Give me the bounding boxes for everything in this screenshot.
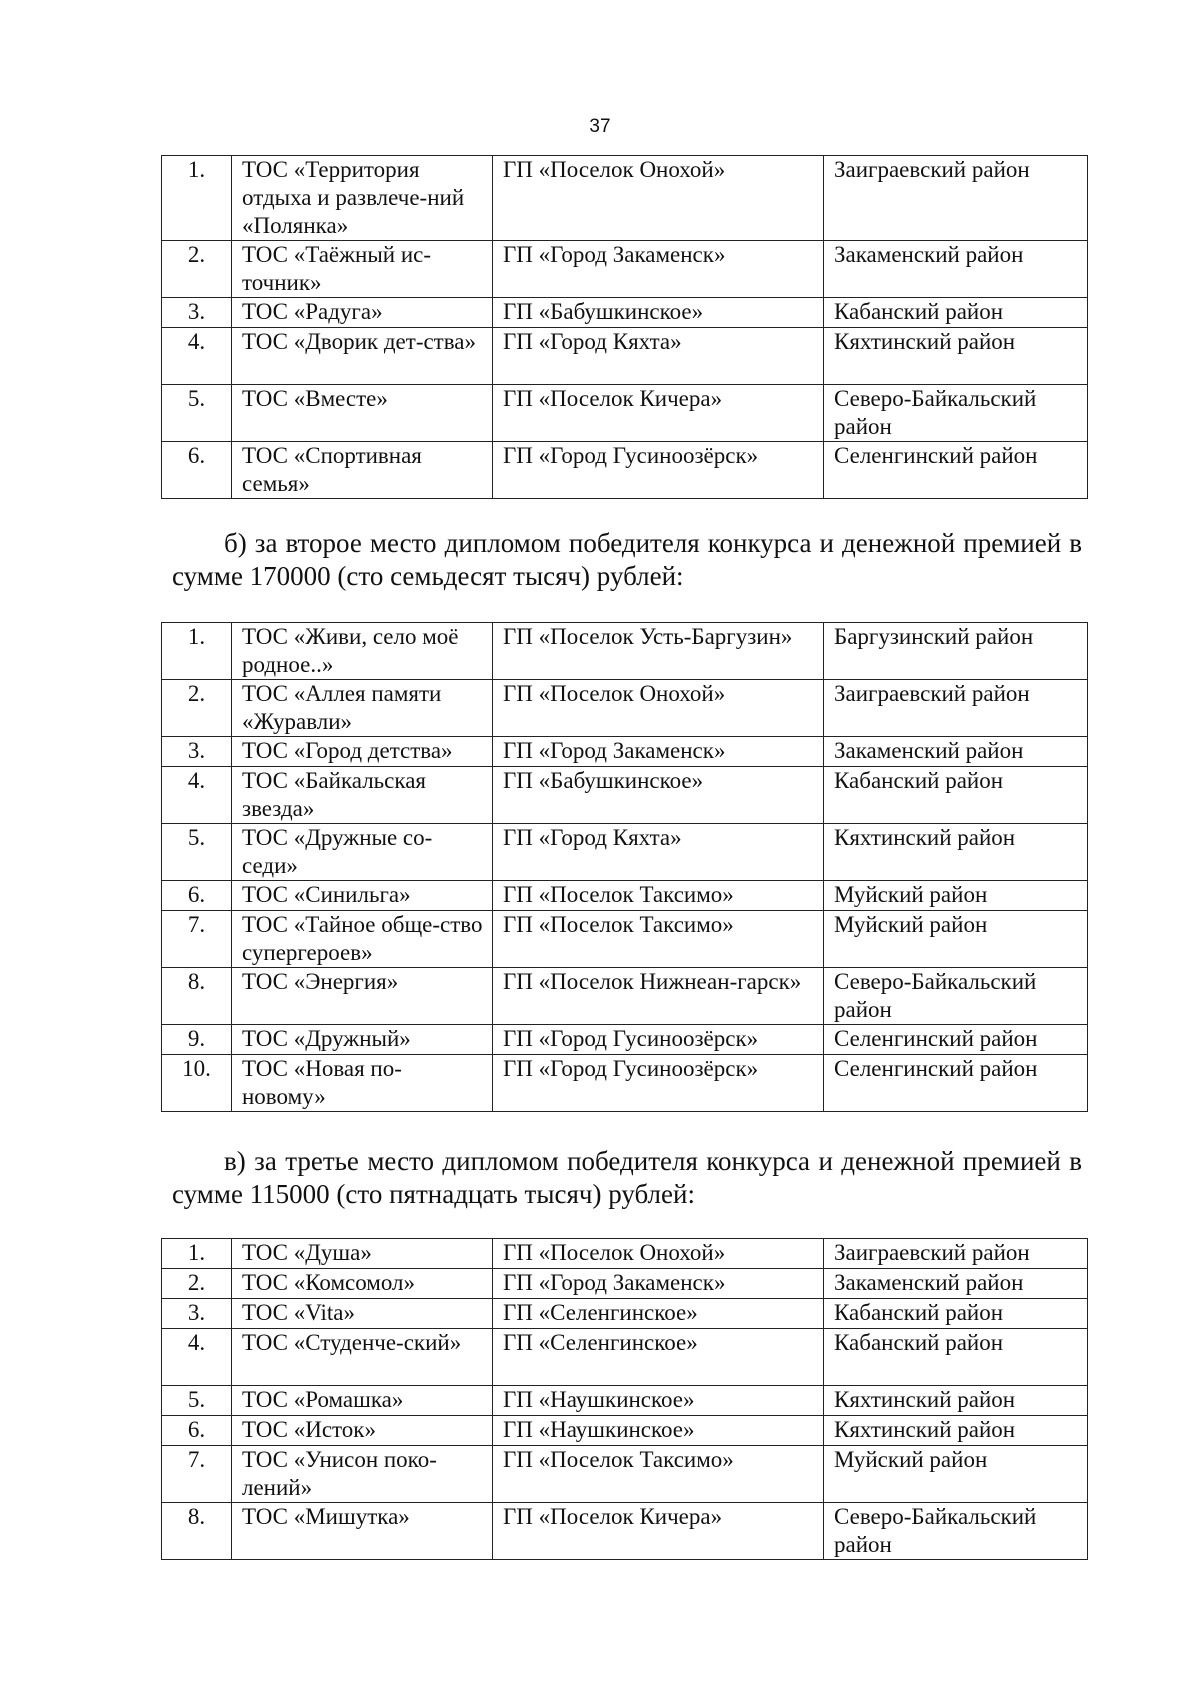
tos-name: ТОС «Энергия» bbox=[232, 968, 493, 1025]
tos-name: ТОС «Радуга» bbox=[232, 298, 493, 328]
table-row bbox=[162, 156, 1088, 241]
tos-name: ТОС «Байкальская звезда» bbox=[232, 767, 493, 824]
district-name: Муйский район bbox=[824, 911, 1088, 968]
paragraph-third-place bbox=[172, 1145, 1082, 1211]
settlement-name: ГП «Поселок Онохой» bbox=[493, 1239, 824, 1269]
row-number: 4. bbox=[162, 1329, 232, 1386]
tos-name: ТОС «Новая по-новому» bbox=[232, 1055, 493, 1112]
table-row bbox=[162, 911, 1088, 968]
district-name: Кабанский район bbox=[824, 298, 1088, 328]
settlement-name: ГП «Наушкинское» bbox=[493, 1416, 824, 1446]
table-row bbox=[162, 767, 1088, 824]
district-name: Кяхтинский район bbox=[824, 328, 1088, 385]
tos-name: ТОС «Тайное обще-ство супергероев» bbox=[232, 911, 493, 968]
tos-name: ТОС «Душа» bbox=[232, 1239, 493, 1269]
row-number: 3. bbox=[162, 298, 232, 328]
row-number: 10. bbox=[162, 1055, 232, 1112]
paragraph-text: в) за третье место дипломом победителя конкурса и денежной премией в сумме 115000 (сто пятнадцать тысяч) рублей: bbox=[172, 1146, 1082, 1209]
district-name: Кабанский район bbox=[824, 1299, 1088, 1329]
settlement-name: ГП «Наушкинское» bbox=[493, 1386, 824, 1416]
settlement-name: ГП «Поселок Таксимо» bbox=[493, 1446, 824, 1503]
district-name: Селенгинский район bbox=[824, 1025, 1088, 1055]
tos-name: ТОС «Vita» bbox=[232, 1299, 493, 1329]
table-row bbox=[162, 1239, 1088, 1269]
table-row bbox=[162, 1386, 1088, 1416]
row-number: 6. bbox=[162, 1416, 232, 1446]
district-name: Заиграевский район bbox=[824, 680, 1088, 737]
tos-name: ТОС «Спортивная семья» bbox=[232, 442, 493, 499]
table-row bbox=[162, 1269, 1088, 1299]
settlement-name: ГП «Город Закаменск» bbox=[493, 1269, 824, 1299]
row-number: 2. bbox=[162, 1269, 232, 1299]
winners-table-first-place bbox=[161, 155, 1088, 499]
table-row bbox=[162, 1416, 1088, 1446]
table-row bbox=[162, 1299, 1088, 1329]
row-number: 4. bbox=[162, 328, 232, 385]
row-number: 5. bbox=[162, 824, 232, 881]
settlement-name: ГП «Город Кяхта» bbox=[493, 824, 824, 881]
tos-name: ТОС «Таёжный ис-точник» bbox=[232, 241, 493, 298]
tos-name: ТОС «Комсомол» bbox=[232, 1269, 493, 1299]
table-row bbox=[162, 623, 1088, 680]
winners-table-third-place bbox=[161, 1238, 1088, 1560]
district-name: Муйский район bbox=[824, 1446, 1088, 1503]
row-number: 7. bbox=[162, 1446, 232, 1503]
tos-name: ТОС «Синильга» bbox=[232, 881, 493, 911]
tos-name: ТОС «Город детства» bbox=[232, 737, 493, 767]
tos-name: ТОС «Унисон поко-лений» bbox=[232, 1446, 493, 1503]
row-number: 4. bbox=[162, 767, 232, 824]
row-number: 2. bbox=[162, 241, 232, 298]
district-name: Заиграевский район bbox=[824, 156, 1088, 241]
table-row bbox=[162, 1329, 1088, 1386]
district-name: Северо-Байкальский район bbox=[824, 968, 1088, 1025]
district-name: Муйский район bbox=[824, 881, 1088, 911]
table-row bbox=[162, 968, 1088, 1025]
settlement-name: ГП «Город Гусиноозёрск» bbox=[493, 442, 824, 499]
row-number: 1. bbox=[162, 1239, 232, 1269]
district-name: Северо-Байкальский район bbox=[824, 385, 1088, 442]
district-name: Закаменский район bbox=[824, 241, 1088, 298]
settlement-name: ГП «Селенгинское» bbox=[493, 1329, 824, 1386]
district-name: Селенгинский район bbox=[824, 442, 1088, 499]
table-row bbox=[162, 737, 1088, 767]
district-name: Селенгинский район bbox=[824, 1055, 1088, 1112]
tos-name: ТОС «Территория отдыха и развлече-ний «Полянка» bbox=[232, 156, 493, 241]
row-number: 8. bbox=[162, 968, 232, 1025]
row-number: 1. bbox=[162, 156, 232, 241]
tos-name: ТОС «Аллея памяти «Журавли» bbox=[232, 680, 493, 737]
district-name: Закаменский район bbox=[824, 1269, 1088, 1299]
settlement-name: ГП «Бабушкинское» bbox=[493, 298, 824, 328]
settlement-name: ГП «Поселок Кичера» bbox=[493, 385, 824, 442]
settlement-name: ГП «Город Гусиноозёрск» bbox=[493, 1025, 824, 1055]
district-name: Северо-Байкальский район bbox=[824, 1503, 1088, 1560]
settlement-name: ГП «Поселок Усть-Баргузин» bbox=[493, 623, 824, 680]
settlement-name: ГП «Поселок Таксимо» bbox=[493, 911, 824, 968]
district-name: Кяхтинский район bbox=[824, 1416, 1088, 1446]
tos-name: ТОС «Мишутка» bbox=[232, 1503, 493, 1560]
table-row bbox=[162, 824, 1088, 881]
table-row bbox=[162, 1446, 1088, 1503]
tos-name: ТОС «Ромашка» bbox=[232, 1386, 493, 1416]
table-row bbox=[162, 680, 1088, 737]
table-row bbox=[162, 442, 1088, 499]
district-name: Кабанский район bbox=[824, 767, 1088, 824]
row-number: 6. bbox=[162, 442, 232, 499]
table-row bbox=[162, 1025, 1088, 1055]
district-name: Кяхтинский район bbox=[824, 1386, 1088, 1416]
settlement-name: ГП «Город Закаменск» bbox=[493, 737, 824, 767]
settlement-name: ГП «Селенгинское» bbox=[493, 1299, 824, 1329]
tos-name: ТОС «Студенче-ский» bbox=[232, 1329, 493, 1386]
row-number: 1. bbox=[162, 623, 232, 680]
table-row bbox=[162, 1055, 1088, 1112]
tos-name: ТОС «Дворик дет-ства» bbox=[232, 328, 493, 385]
district-name: Закаменский район bbox=[824, 737, 1088, 767]
row-number: 2. bbox=[162, 680, 232, 737]
tos-name: ТОС «Живи, село моё родное..» bbox=[232, 623, 493, 680]
table-row bbox=[162, 241, 1088, 298]
table-row bbox=[162, 385, 1088, 442]
district-name: Кяхтинский район bbox=[824, 824, 1088, 881]
tos-name: ТОС «Исток» bbox=[232, 1416, 493, 1446]
page-number: 37 bbox=[589, 116, 611, 137]
row-number: 6. bbox=[162, 881, 232, 911]
district-name: Заиграевский район bbox=[824, 1239, 1088, 1269]
row-number: 7. bbox=[162, 911, 232, 968]
table-row bbox=[162, 298, 1088, 328]
row-number: 5. bbox=[162, 1386, 232, 1416]
settlement-name: ГП «Город Кяхта» bbox=[493, 328, 824, 385]
settlement-name: ГП «Поселок Онохой» bbox=[493, 680, 824, 737]
table-row bbox=[162, 328, 1088, 385]
row-number: 8. bbox=[162, 1503, 232, 1560]
tos-name: ТОС «Дружные со-седи» bbox=[232, 824, 493, 881]
row-number: 9. bbox=[162, 1025, 232, 1055]
table-row bbox=[162, 881, 1088, 911]
winners-table-second-place bbox=[161, 622, 1088, 1112]
tos-name: ТОС «Дружный» bbox=[232, 1025, 493, 1055]
settlement-name: ГП «Поселок Кичера» bbox=[493, 1503, 824, 1560]
paragraph-text: б) за второе место дипломом победителя конкурса и денежной премией в сумме 170000 (сто семьдесят тысяч) рублей: bbox=[172, 528, 1082, 591]
settlement-name: ГП «Бабушкинское» bbox=[493, 767, 824, 824]
settlement-name: ГП «Город Гусиноозёрск» bbox=[493, 1055, 824, 1112]
settlement-name: ГП «Поселок Таксимо» bbox=[493, 881, 824, 911]
tos-name: ТОС «Вместе» bbox=[232, 385, 493, 442]
row-number: 3. bbox=[162, 1299, 232, 1329]
row-number: 5. bbox=[162, 385, 232, 442]
district-name: Кабанский район bbox=[824, 1329, 1088, 1386]
row-number: 3. bbox=[162, 737, 232, 767]
settlement-name: ГП «Поселок Онохой» bbox=[493, 156, 824, 241]
district-name: Баргузинский район bbox=[824, 623, 1088, 680]
settlement-name: ГП «Поселок Нижнеан-гарск» bbox=[493, 968, 824, 1025]
settlement-name: ГП «Город Закаменск» bbox=[493, 241, 824, 298]
table-row bbox=[162, 1503, 1088, 1560]
paragraph-second-place bbox=[172, 527, 1082, 593]
